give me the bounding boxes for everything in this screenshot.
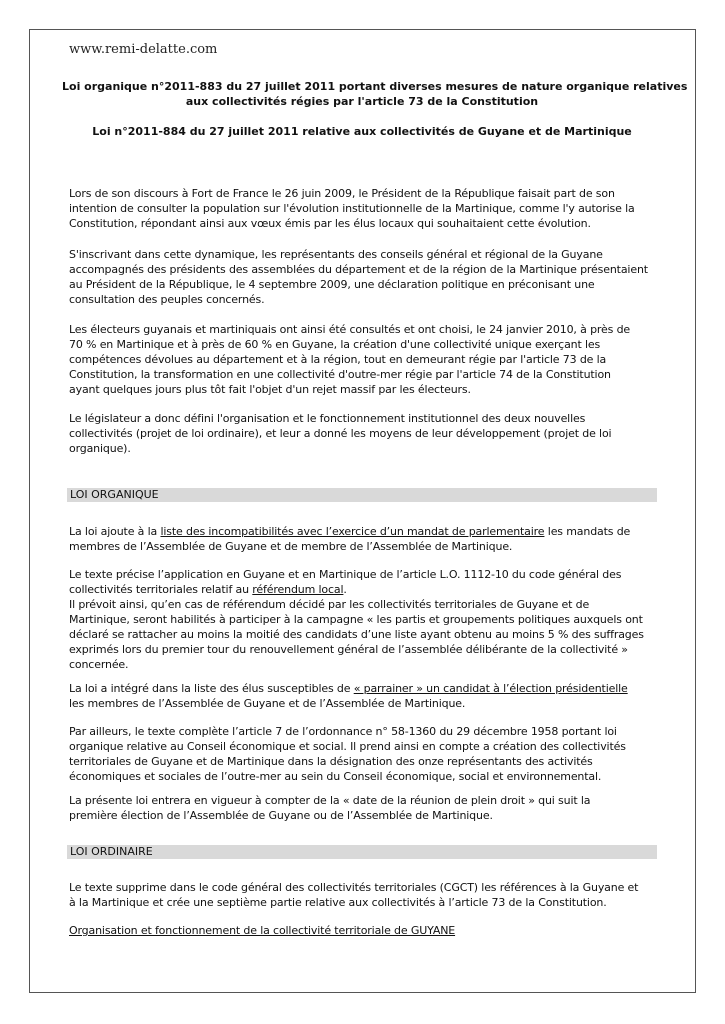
text-line: organique). xyxy=(69,442,131,455)
text-line: Le texte supprime dans le code général des collectivités territoriales (CGCT) les références à la Guyane et xyxy=(69,881,639,894)
section-heading-loi-ordinaire: LOI ORDINAIRE xyxy=(67,845,657,859)
text-run: collectivités territoriales relatif au xyxy=(69,583,253,596)
text-line: Constitution, la transformation en une collectivité d'outre-mer régie par l'article 74 de la Constitution xyxy=(69,368,611,381)
text-line: Constitution, répondant ainsi aux vœux émis par les élus locaux qui souhaitaient cette évolution. xyxy=(69,217,591,230)
text-line: Le texte précise l’application en Guyane et en Martinique de l’article L.O. 1112-10 du code général des xyxy=(69,568,622,581)
section-heading-loi-organique: LOI ORGANIQUE xyxy=(67,488,657,502)
text-run: La loi ajoute à la xyxy=(69,525,161,538)
text-line: compétences dévolues au département et à la région, tout en demeurant régie par l'article 73 de la xyxy=(69,353,607,366)
text-line: membres de l’Assemblée de Guyane et de membre de l’Assemblée de Martinique. xyxy=(69,540,513,553)
title-loi-ordinaire: Loi n°2011-884 du 27 juillet 2011 relative aux collectivités de Guyane et de Martinique xyxy=(92,125,632,138)
text-line: les membres de l’Assemblée de Guyane et de l’Assemblée de Martinique. xyxy=(69,697,466,710)
text-line: à la Martinique et crée une septième partie relative aux collectivités à l’article 73 de la Constitution. xyxy=(69,896,607,909)
text-line: consultation des peuples concernés. xyxy=(69,293,265,306)
text-run: La loi a intégré dans la liste des élus susceptibles de xyxy=(69,682,354,695)
intro-paragraph-4 xyxy=(69,411,656,456)
text-line: au Président de la République, le 4 septembre 2009, une déclaration politique en préconisant une xyxy=(69,278,595,291)
text-line xyxy=(69,681,656,696)
text-line: intention de consulter la population sur l'évolution institutionnelle de la Martinique, comme l'y autorise la xyxy=(69,202,635,215)
intro-paragraph-3 xyxy=(69,322,656,397)
title-loi-organique xyxy=(62,79,688,109)
text-run: les mandats de xyxy=(544,525,631,538)
text-line: ayant quelques jours plus tôt fait l'objet d'un rejet massif par les électeurs. xyxy=(69,383,471,396)
text-line: collectivités (projet de loi ordinaire), et leur a donné les moyens de leur développement (projet de loi xyxy=(69,427,612,440)
link-parrainer-candidat[interactable]: « parrainer » un candidat à l’élection présidentielle xyxy=(353,682,628,695)
link-incompatibilites[interactable]: liste des incompatibilités avec l’exercice d’un mandat de parlementaire xyxy=(160,525,545,538)
text-line: Par ailleurs, le texte complète l’article 7 de l’ordonnance n° 58-1360 du 29 décembre 1958 portant loi xyxy=(69,725,617,738)
organique-paragraph-2 xyxy=(69,567,656,672)
intro-paragraph-2 xyxy=(69,247,656,307)
text-line: S'inscrivant dans cette dynamique, les représentants des conseils général et régional de la Guyane xyxy=(69,248,603,261)
title-line: aux collectivités régies par l'article 73 de la Constitution xyxy=(185,95,539,108)
text-line: première élection de l’Assemblée de Guyane ou de l’Assemblée de Martinique. xyxy=(69,809,493,822)
text-line: organique relative au Conseil économique et social. Il prend ainsi en compte a création des collectivités xyxy=(69,740,626,753)
text-line: économiques et sociales de l’outre-mer au sein du Conseil économique, social et environnemental. xyxy=(69,770,602,783)
ordinaire-paragraph-1 xyxy=(69,880,656,910)
text-line: territoriales de Guyane et de Martinique dans la désignation des onze représentants des activités xyxy=(69,755,593,768)
text-line xyxy=(69,524,656,539)
text-line: déclaré se rattacher au moins la moitié des candidats d’une liste ayant obtenu au moins 5 % des suffrages xyxy=(69,628,644,641)
title-line: Loi organique n°2011-883 du 27 juillet 2011 portant diverses mesures de nature organique relatives xyxy=(62,80,688,93)
site-url[interactable]: www.remi-delatte.com xyxy=(69,42,218,57)
text-run: . xyxy=(343,583,347,596)
text-line: Il prévoit ainsi, qu’en cas de référendum décidé par les collectivités territoriales de Guyane et de xyxy=(69,598,590,611)
text-line: Le législateur a donc défini l'organisation et le fonctionnement institutionnel des deux nouvelles xyxy=(69,412,586,425)
text-line: Les électeurs guyanais et martiniquais ont ainsi été consultés et ont choisi, le 24 janvier 2010, à près de xyxy=(69,323,631,336)
link-referendum-local[interactable]: référendum local xyxy=(252,583,344,596)
text-line: exprimés lors du premier tour du renouvellement général de l’assemblée délibérante de la collectivité » xyxy=(69,643,628,656)
organique-paragraph-1 xyxy=(69,524,656,554)
text-line: concernée. xyxy=(69,658,129,671)
subheading-organisation-guyane: Organisation et fonctionnement de la collectivité territoriale de GUYANE xyxy=(69,924,456,937)
text-line: accompagnés des présidents des assemblées du département et de la région de la Martinique présentaient xyxy=(69,263,648,276)
text-line: Martinique, seront habilités à participer à la campagne « les partis et groupements politiques auxquels ont xyxy=(69,613,643,626)
organique-paragraph-3 xyxy=(69,681,656,711)
text-line: Lors de son discours à Fort de France le 26 juin 2009, le Président de la République faisait part de son xyxy=(69,187,615,200)
text-line: La présente loi entrera en vigueur à compter de la « date de la réunion de plein droit » qui suit la xyxy=(69,794,591,807)
organique-paragraph-4 xyxy=(69,724,656,784)
organique-paragraph-5 xyxy=(69,793,656,823)
text-line: 70 % en Martinique et à près de 60 % en Guyane, la création d'une collectivité unique exerçant les xyxy=(69,338,601,351)
text-line xyxy=(69,582,656,597)
intro-paragraph-1 xyxy=(69,186,656,231)
